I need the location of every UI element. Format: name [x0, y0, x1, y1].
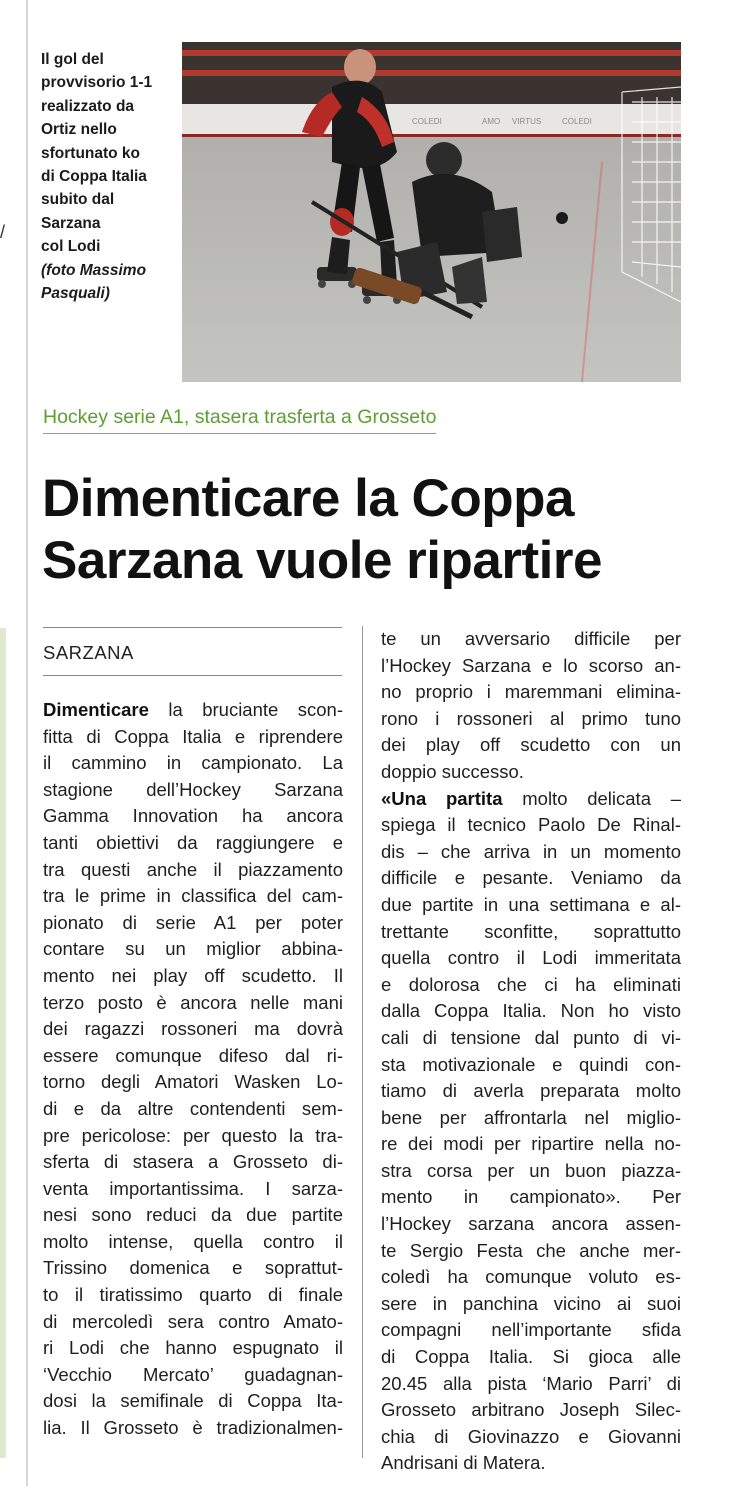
column-line: spiega il tecnico Paolo De Rinal- [381, 814, 681, 836]
column-line: e dolorosa che ci ha eliminati [381, 973, 681, 995]
column-line: venta importantissima. I sarza- [43, 1177, 343, 1199]
column-line: doppio successo. [381, 760, 524, 782]
article-column-1 [43, 697, 343, 1442]
column-line: mento in campionato». Per [381, 1186, 681, 1208]
adjacent-article-edge [0, 628, 6, 1458]
column-line: sferta di stasera a Grosseto di- [43, 1151, 343, 1173]
column-line: terzo posto è ancora nelle mani [43, 991, 343, 1013]
caption-line: Ortiz nello [41, 121, 117, 139]
column-line: ri Lodi che hanno espugnato il [43, 1337, 343, 1359]
column-line: to il tiratissimo quarto di finale [43, 1284, 343, 1306]
page-gutter-rule [26, 0, 28, 1486]
column-line: no proprio i maremmani elimina- [381, 681, 681, 703]
caption-line: di Coppa Italia [41, 168, 147, 186]
column-line: sta motivazionale e quindi con- [381, 1053, 681, 1075]
photo-caption [41, 48, 176, 305]
caption-line: sfortunato ko [41, 144, 141, 162]
column-line: difficile e pesante. Veniamo da [381, 867, 681, 889]
column-line: tra le prime in classifica del cam- [43, 885, 343, 907]
photo-credit-line: Pasquali) [41, 285, 110, 303]
svg-text:COLEDI: COLEDI [562, 117, 592, 126]
column-line: di Coppa Italia. Si gioca alle [381, 1346, 681, 1368]
column-line: trettante sconfitte, soprattutto [381, 920, 681, 942]
column-line: compagni nell’importante sfida [381, 1319, 681, 1341]
svg-text:AMO: AMO [482, 117, 501, 126]
headline-line-2: Sarzana vuole ripartire [42, 531, 602, 590]
column-line: di mercoledì sera contro Amato- [43, 1310, 343, 1332]
article-kicker: Hockey serie A1, stasera trasferta a Grosseto [43, 406, 436, 434]
column-line: quella contro il Lodi immeritata [381, 947, 681, 969]
caption-line: col Lodi [41, 238, 101, 256]
column-line: stagione dell’Hockey Sarzana [43, 778, 343, 800]
column-line: coledì ha comunque voluto es- [381, 1266, 681, 1288]
column-line: dei ragazzi rossoneri ma dovrà [43, 1018, 343, 1040]
caption-line: provvisorio 1-1 [41, 74, 153, 92]
column-line: Trissino domenica e soprattut- [43, 1257, 343, 1279]
caption-line: subito dal [41, 191, 115, 209]
adjacent-text-fragment: / [0, 222, 6, 242]
column-line: dis – che arriva in un momento [381, 840, 681, 862]
caption-line: realizzato da [41, 97, 135, 115]
dateline: SARZANA [43, 642, 134, 663]
svg-text:VIRTUS: VIRTUS [512, 117, 542, 126]
caption-line: Sarzana [41, 214, 101, 232]
column-line: pionato di serie A1 per poter [43, 911, 343, 933]
column-line: stra corsa per un buon piazza- [381, 1159, 681, 1181]
svg-text:COLEDI: COLEDI [412, 117, 442, 126]
column-line: due partite in una settimana e al- [381, 893, 681, 915]
lead-word: Dimenticare [43, 699, 149, 720]
column-line: chia di Giovinazzo e Giovanni [381, 1425, 681, 1447]
column-line: lia. Il Grosseto è tradizionalmen- [43, 1417, 343, 1439]
column-line: l’Hockey Sarzana e lo scorso an- [381, 654, 681, 676]
dateline-rule-bottom [43, 675, 342, 676]
column-line: Gamma Innovation ha ancora [43, 805, 343, 827]
column-line [43, 697, 343, 724]
column-line: nesi sono reduci da due partite [43, 1204, 343, 1226]
column-line: ‘Vecchio Mercato’ guadagnan- [43, 1363, 343, 1385]
column-line: rono i rossoneri al primo tuno [381, 707, 681, 729]
column-line: fitta di Coppa Italia e riprendere [43, 725, 343, 747]
column-line: dosi la semifinale di Coppa Ita- [43, 1390, 343, 1412]
column-line: dalla Coppa Italia. Non ho visto [381, 1000, 681, 1022]
article-photo [182, 42, 681, 382]
column-line: di e da altre contendenti sem- [43, 1097, 343, 1119]
column-separator [362, 626, 363, 1458]
article-headline [42, 468, 692, 592]
column-line: bene per affrontarla nel miglio- [381, 1106, 681, 1128]
column-line: tanti obiettivi da raggiungere e [43, 831, 343, 853]
photo-credit-line: (foto Massimo [41, 261, 147, 279]
column-line: 20.45 alla pista ‘Mario Parri’ di [381, 1372, 681, 1394]
column-line: torno degli Amatori Wasken Lo- [43, 1071, 343, 1093]
quote-lead: «Una partita [381, 787, 503, 809]
column-line: re dei modi per ripartire nella no- [381, 1133, 681, 1155]
caption-line: Il gol del [41, 51, 104, 68]
column-line: tra questi anche il piazzamento [43, 858, 343, 880]
column-line: te un avversario difficile per [381, 628, 681, 649]
column-line: Grosseto arbitrano Joseph Silec- [381, 1399, 681, 1421]
column-line: l’Hockey sarzana ancora assen- [381, 1213, 681, 1235]
column-line: cali di tensione dal punto di vi- [381, 1026, 681, 1048]
column-line: essere comunque difeso dal ri- [43, 1044, 343, 1066]
column-line: contare su un miglior abbina- [43, 938, 343, 960]
dateline-rule-top [43, 627, 342, 628]
column-line [381, 786, 681, 813]
column-line: molto intense, quella contro il [43, 1230, 343, 1252]
column-line: il cammino in campionato. La [43, 752, 343, 774]
article-column-2 [381, 626, 681, 1477]
column-line: te Sergio Festa che anche mer- [381, 1239, 681, 1261]
lead-rest: la bruciante scon- [148, 699, 343, 720]
column-line: tiamo di averla preparata molto [381, 1080, 681, 1102]
quote-rest: molto delicata – [502, 787, 681, 809]
column-line: dei play off scudetto con un [381, 734, 681, 756]
column-line: pre pericolose: per questo la tra- [43, 1124, 343, 1146]
column-line: sere in panchina vicino ai suoi [381, 1292, 681, 1314]
column-line: mento nei play off scudetto. Il [43, 964, 343, 986]
hockey-photo-illustration [182, 42, 681, 382]
column-line: Andrisani di Matera. [381, 1452, 546, 1474]
headline-line-1: Dimenticare la Coppa [42, 469, 574, 528]
